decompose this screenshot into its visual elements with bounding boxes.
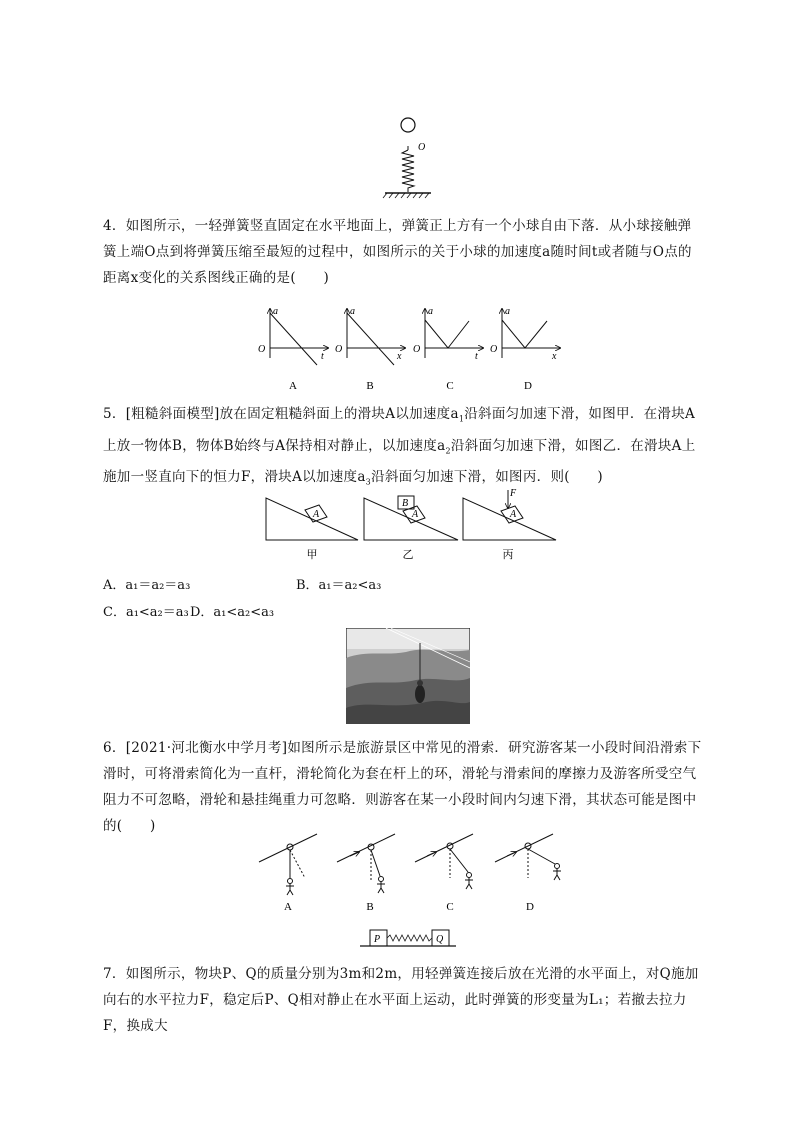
block-P-label: P [374,934,381,945]
q6-figures [255,828,575,916]
zipline-C [415,834,473,913]
spring-ball-figure [375,112,435,200]
q6-text: 6．[2021·河北衡水中学月考]如图所示是旅游景区中常见的滑索．研究游客某一小段时间沿滑索下滑时，可将滑索简化为一直杆，滑轮简化为套在杆上的环，滑轮与滑索间的摩擦力及游客所受空气阻力不可忽略，滑轮和悬挂绳重力可忽略．则游客在某一小段时间内匀速下滑，其状态可能是图中的( ) [103,740,702,834]
zipline-B [337,834,395,913]
graph-D-label: D [524,380,532,392]
q5-option-C[interactable]: C．a₁<a₂＝a₃ [103,605,189,620]
graph-B-yaxis: a [350,306,355,317]
graph-A [258,306,328,365]
graph-C-label: C [446,380,454,392]
graph-C-origin: O [413,344,421,355]
q5-option-B[interactable]: B．a₁＝a₂<a₃ [296,578,382,593]
q7-figure [358,926,458,950]
graph-D-xaxis: x [552,351,557,362]
spring [402,150,414,192]
graph-A-yaxis: a [273,306,278,317]
incline-yi-caption: 乙 [402,549,414,561]
zipline-A-label: A [284,901,292,913]
graph-A-label: A [289,380,297,392]
graph-A-origin: O [258,344,266,355]
incline-yi [364,496,458,561]
graph-C-xaxis: t [475,351,478,362]
incline-yi-block: A [412,509,419,520]
q5-text: 5．[粗糙斜面模型]放在固定粗糙斜面上的滑块A以加速度$a_1$沿斜面匀加速下滑，如图甲．在滑块A上放一物体B，物体B始终与A保持相对静止，以加速度$a_2$沿斜面匀加速下滑，如图乙．在滑块A上施加一竖直向下的恒力F，滑块A以加速度$a_3$沿斜面匀加速下滑，如图丙．则( ) [103,406,696,488]
graph-B-origin: O [335,344,343,355]
zipline-D [495,834,561,913]
graph-B-label: B [366,380,374,392]
graph-C [413,306,483,362]
incline-jia-block: A [313,509,320,520]
zipline-D-label: D [526,901,534,913]
graph-C-yaxis: a [428,306,433,317]
q4-graphs [255,303,575,395]
zipline-photo [346,628,470,724]
graph-B [335,306,405,365]
incline-jia [266,498,358,561]
incline-bing-caption: 丙 [502,549,514,561]
graph-A-xaxis: t [321,351,324,362]
graph-B-xaxis: x [397,351,402,362]
zipline-A [259,834,317,913]
q7-text: 7．如图所示，物块P、Q的质量分别为3m和2m，用轻弹簧连接后放在光滑的水平面上，对Q施加向右的水平拉力F，稳定后P、Q相对静止在水平面上运动，此时弹簧的形变量为L₁；若撤去拉力F，换成大 [103,966,699,1034]
zipline-C-label: C [446,901,454,913]
graph-D [490,306,560,362]
incline-bing [463,488,556,561]
zipline-B-label: B [366,901,374,913]
incline-jia-caption: 甲 [306,549,318,561]
q4-text: 4．如图所示，一轻弹簧竖直固定在水平地面上，弹簧正上方有一个小球自由下落．从小球接触弹簧上端O点到将弹簧压缩至最短的过程中，如图所示的关于小球的加速度a随时间t或者随与O点的距离x变化的关系图线正确的是( ) [103,218,692,286]
incline-bing-block: A [510,509,517,520]
block-Q-label: Q [436,934,444,945]
q5-option-D[interactable]: D．a₁<a₂<a₃ [190,605,275,620]
graph-D-yaxis: a [505,306,510,317]
point-O-label: O [418,142,426,153]
graph-D-origin: O [490,344,498,355]
incline-bing-force: F [510,488,517,499]
q5-option-A[interactable]: A．a₁＝a₂＝a₃ [103,578,191,593]
q5-inclines [262,486,562,562]
incline-yi-top: B [402,498,409,509]
ball [401,118,415,132]
